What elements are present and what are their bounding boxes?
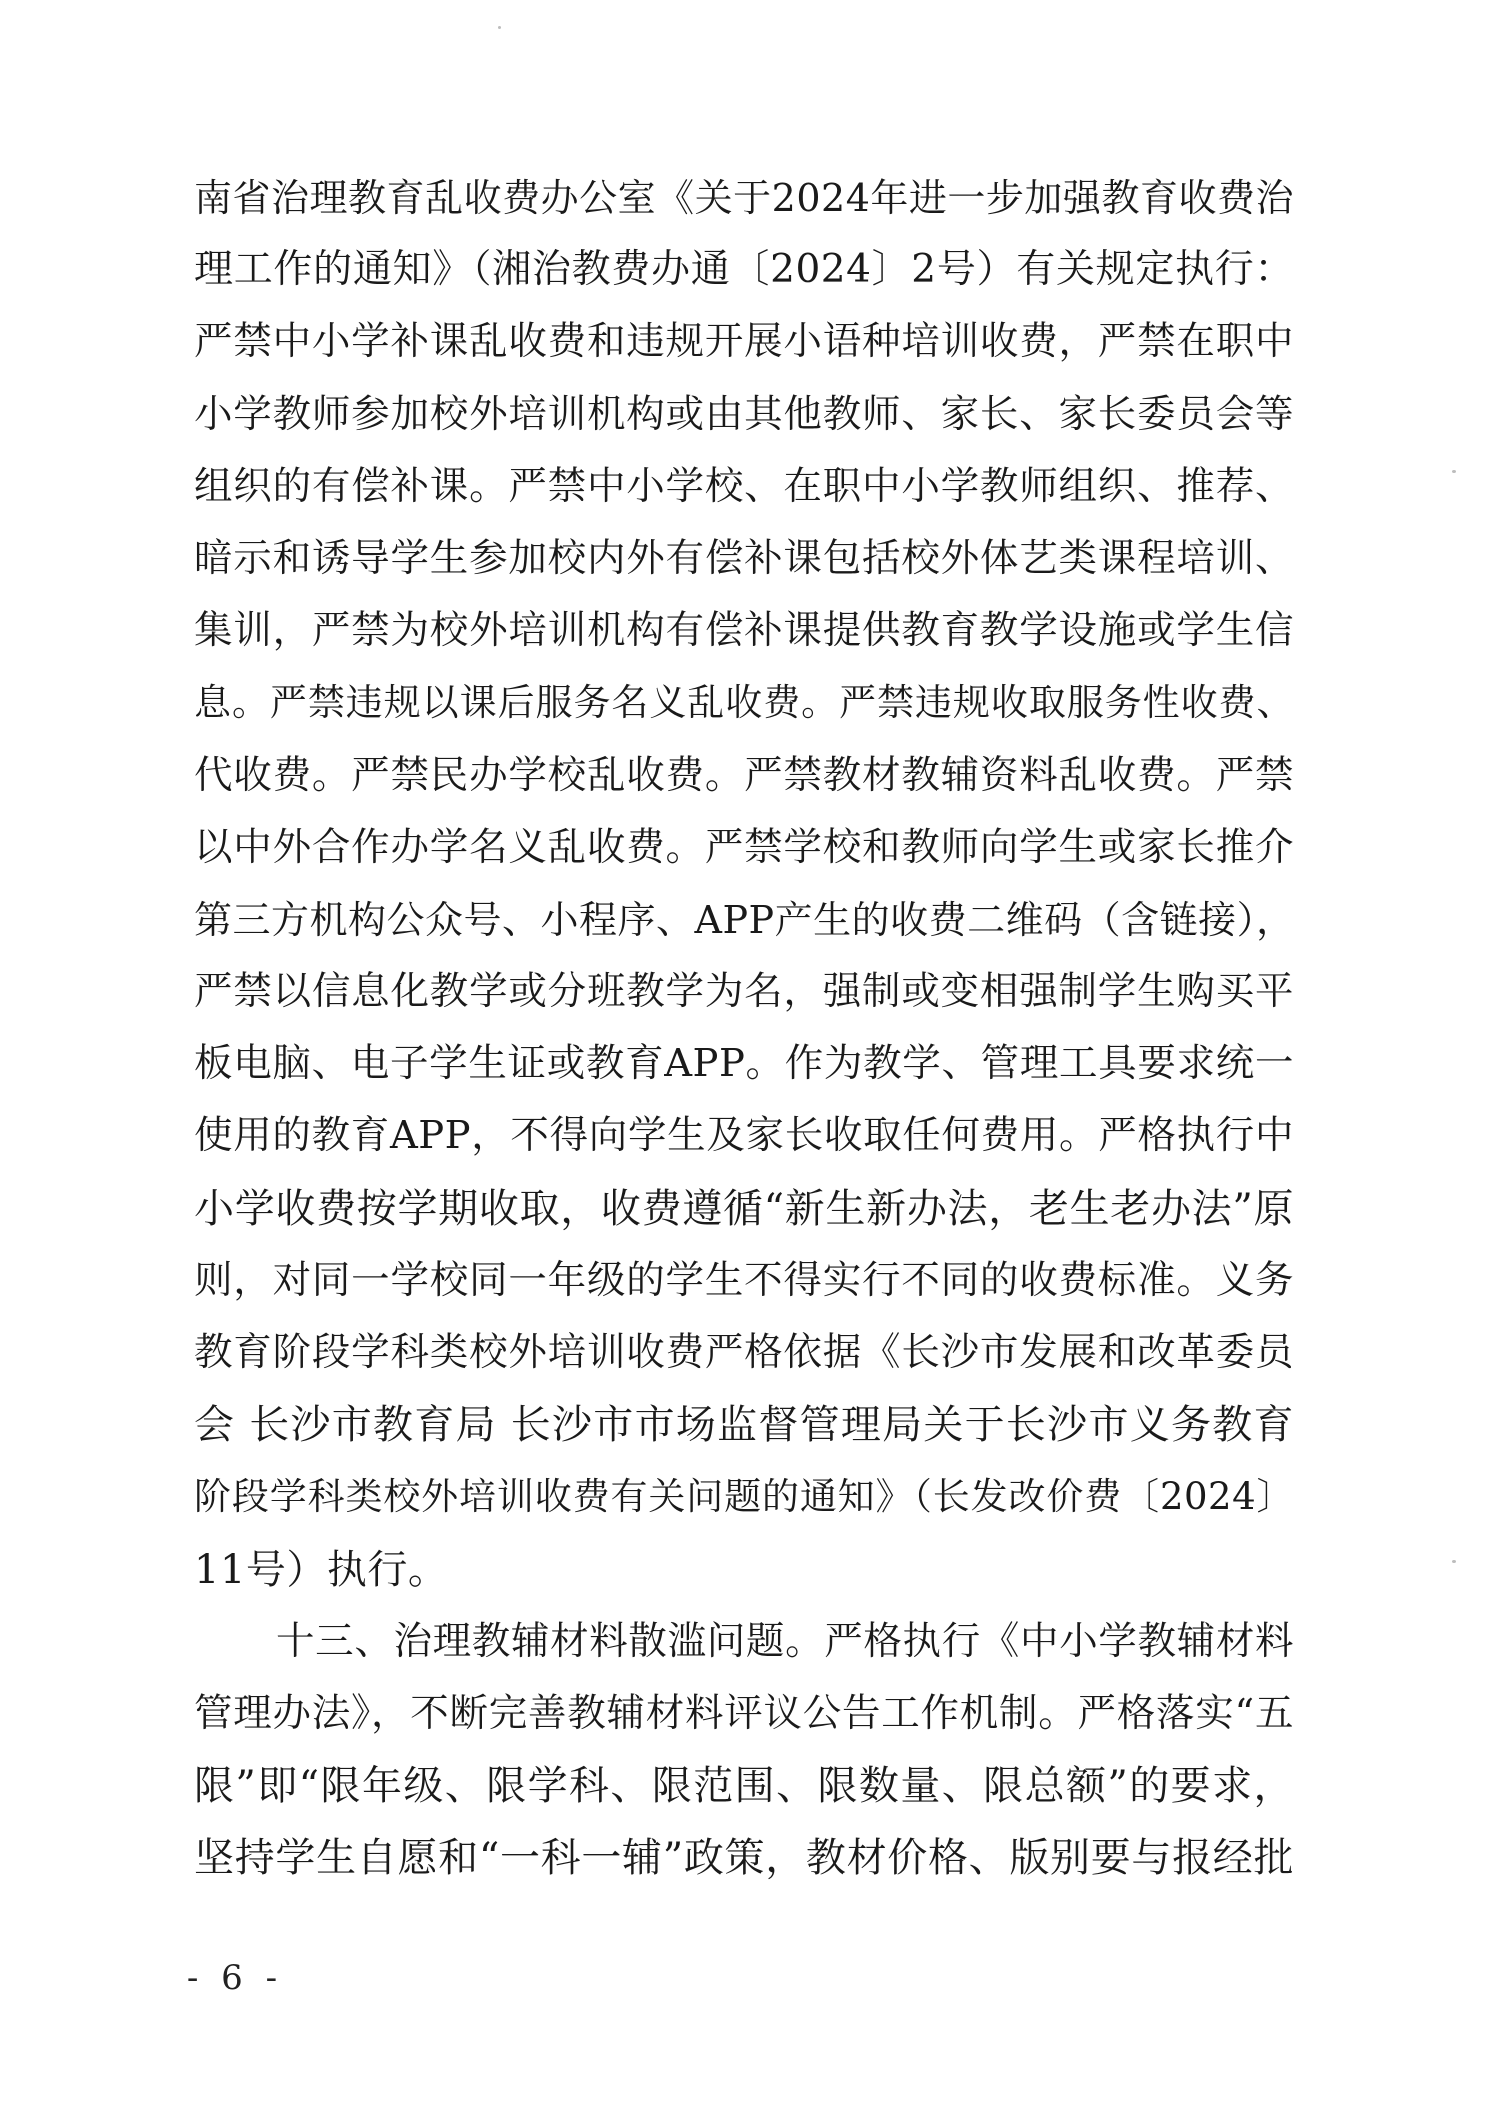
text-line-21: 十三、治理教辅材料散滥问题。严格执行《中小学教辅材料 [276, 1618, 1294, 1664]
text-line-7: 集训，严禁为校外培训机构有偿补课提供教育教学设施或学生信 [194, 608, 1294, 654]
text-line-24: 坚持学生自愿和“一科一辅”政策，教材价格、版别要与报经批 [194, 1835, 1294, 1882]
page-number: - 6 - [186, 1958, 284, 1998]
text-line-9: 代收费。严禁民办学校乱收费。严禁教材教辅资料乱收费。严禁 [194, 752, 1294, 798]
text-line-10: 以中外合作办学名义乱收费。严禁学校和教师向学生或家长推介 [194, 824, 1294, 870]
text-line-4: 小学教师参加校外培训机构或由其他教师、家长、家长委员会等 [194, 391, 1294, 437]
text-line-6: 暗示和诱导学生参加校内外有偿补课包括校外体艺类课程培训、 [194, 535, 1294, 581]
text-line-2: 理工作的通知》（湘治教费办通〔2024〕2号）有关规定执行： [194, 247, 1294, 293]
text-line-17: 教育阶段学科类校外培训收费严格依据《长沙市发展和改革委员 [194, 1330, 1294, 1375]
text-line-20: 11号）执行。 [194, 1546, 449, 1593]
text-line-13: 板电脑、电子学生证或教育APP。作为教学、管理工具要求统一 [194, 1041, 1294, 1087]
text-line-14: 使用的教育APP，不得向学生及家长收取任何费用。严格执行中 [194, 1113, 1294, 1159]
text-line-15: 小学收费按学期收取，收费遵循“新生新办法，老生老办法”原 [194, 1185, 1294, 1232]
scan-speck [1452, 470, 1456, 473]
text-line-16: 则，对同一学校同一年级的学生不得实行不同的收费标准。义务 [194, 1257, 1294, 1303]
text-line-22: 管理办法》，不断完善教辅材料评议公告工作机制。严格落实“五 [194, 1690, 1294, 1736]
text-line-5: 组织的有偿补课。严禁中小学校、在职中小学教师组织、推荐、 [194, 463, 1294, 509]
text-line-11: 第三方机构公众号、小程序、APP产生的收费二维码（含链接）， [194, 897, 1295, 942]
text-line-18: 会 长沙市教育局 长沙市市场监督管理局关于长沙市义务教育 [194, 1402, 1294, 1449]
text-line-19: 阶段学科类校外培训收费有关问题的通知》（长发改价费〔2024〕 [194, 1475, 1294, 1519]
text-line-23: 限”即“限年级、限学科、限范围、限数量、限总额”的要求， [194, 1763, 1294, 1810]
text-line-12: 严禁以信息化教学或分班教学为名，强制或变相强制学生购买平 [194, 969, 1294, 1015]
scan-speck [498, 26, 501, 29]
text-line-8: 息。严禁违规以课后服务名义乱收费。严禁违规收取服务性收费、 [194, 681, 1294, 725]
text-line-1: 南省治理教育乱收费办公室《关于2024年进一步加强教育收费治 [194, 176, 1294, 220]
body-text [194, 162, 1294, 1895]
scan-speck [1452, 1560, 1456, 1563]
text-line-3: 严禁中小学补课乱收费和违规开展小语种培训收费，严禁在职中 [194, 319, 1294, 365]
